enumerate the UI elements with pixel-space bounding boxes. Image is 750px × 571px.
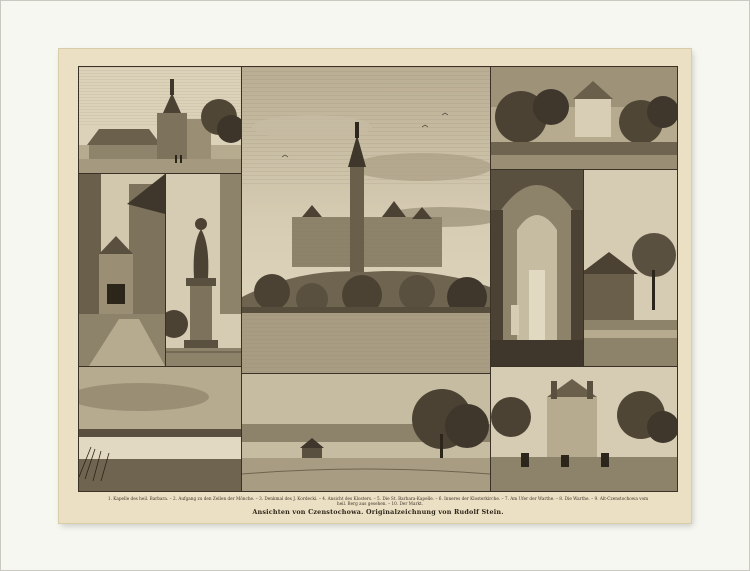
panel-chapel-barbara — [78, 66, 242, 174]
caption-line-2: heil. Berg aus gesehen. – 10. Der Markt. — [337, 501, 423, 506]
panel-market-square — [490, 366, 678, 492]
panel-warthe-bank — [583, 169, 678, 367]
panel-kordecki-monument — [165, 173, 242, 367]
panel-church-interior — [490, 169, 584, 367]
plate-captions — [81, 496, 675, 506]
engraving-plate — [78, 66, 676, 494]
panel-monastery-view — [241, 66, 491, 374]
panel-warthe-river — [78, 366, 242, 492]
panel-alt-czenstochowa — [241, 373, 491, 492]
panel-barbara-chapel-grove — [490, 66, 678, 170]
print-mat — [59, 49, 691, 523]
plate-title: Ansichten von Czenstochowa. Originalzeichnung von Rudolf Stein. — [252, 508, 504, 516]
caption-line-1: 1. Kapelle des heil. Barbara. – 2. Aufgang zu den Zellen der Mönche. – 3. Denkmal des J. Kordecki. – 4. Ansicht des Klosters. – 5. Die St. Barbara-Kapelle. – 6. Inneres der Klosterkirche. – 7. Am Ufer der Warthe. – 8. Die Warthe. – 9. Alt-Czenstochowa vom — [107, 496, 649, 501]
panel-monks-cells-gate — [78, 173, 166, 367]
